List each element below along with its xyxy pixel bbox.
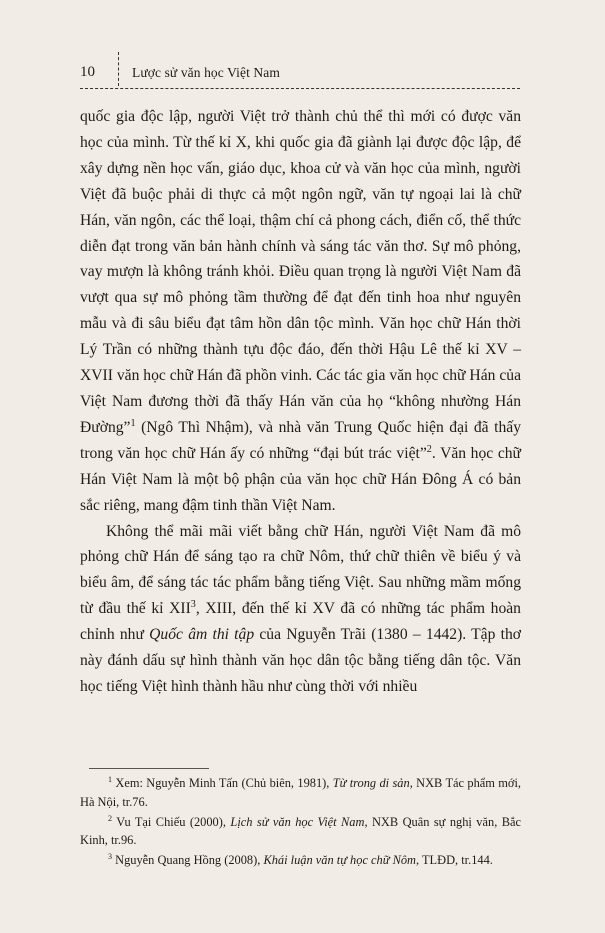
text-run: Vu Tại Chiếu (2000), [112,814,231,829]
text-run: . Văn học chữ Hán Việt Nam là một bộ phận của văn học chữ Hán Đông Á có bản sắc riêng, mang đậm tinh thần Việt Nam. [80,444,522,514]
text-run: , NXB Quân sự nghị văn, Bắc Kinh, tr.96. [80,814,521,848]
paragraph-1 [80,104,521,519]
footnote-rule [89,768,209,769]
text-run: Nguyễn Quang Hồng (2008), [112,853,264,868]
page-header [80,62,530,90]
text-run: (Ngô Thì Nhậm), và nhà văn Trung Quốc hiện đại đã thấy trong văn học chữ Hán ấy có những “đại bút trác việt” [80,418,521,462]
italic-title: Lịch sử văn học Việt Nam [230,814,365,829]
text-run: Không thể mãi mãi viết bằng chữ Hán, người Việt Nam đã mô phỏng chữ Hán để sáng tạo ra chữ Nôm, thứ chữ thiên về biểu ý và biểu âm, để sáng tác tác phẩm bằng tiếng Việt. Sau những mầm mống từ đầu thế kỉ XII [80,522,521,618]
text-run: , TLĐD, tr.144. [416,853,493,868]
footnote-ref: 3 [190,599,196,611]
text-run: Xem: Nguyễn Minh Tấn (Chủ biên, 1981), [112,776,333,790]
footnote [80,813,521,851]
footnote-number: 2 [108,813,113,823]
body-text [80,104,521,700]
italic-title: Quốc âm thi tập [149,626,255,644]
text-run: của Nguyễn Trãi (1380 – 1442). Tập thơ này đánh dấu sự hình thành văn học dân tộc bằng tiếng dân tộc. Văn học tiếng Việt hình thành hầu như cùng thời với nhiều [80,626,521,695]
header-divider [118,52,119,86]
paragraph-2 [80,519,521,700]
italic-title: Từ trong di sản [332,776,410,790]
text-run: , XIII, đến thế kỉ XV đã có những tác phẩm hoàn chỉnh như [80,600,521,644]
footnote-number: 3 [108,852,113,862]
text-run: , NXB Tác phẩm mới, Hà Nội, tr.76. [80,776,521,809]
footnote-number: 1 [108,774,113,784]
footnote [80,851,521,870]
page-number: 10 [80,64,95,80]
footnotes [80,774,521,871]
header-rule [80,88,520,89]
running-title: Lược sử văn học Việt Nam [132,65,280,80]
text-run: quốc gia độc lập, người Việt trở thành chủ thể thì mới có được văn học của mình. Từ thế kỉ X, khi quốc gia đã giành lại được độc lập, để xây dựng nền học vấn, giáo dục, khoa cử và văn học của mình, người Việt đã buộc phải di thực cả một ngôn ngữ, văn tự ngoại lai là chữ Hán, văn ngôn, các thể loại, thậm chí cả phong cách, điển cố, thể thức diễn đạt trong văn bản hành chính và sáng tác văn thơ. Sự mô phỏng, vay mượn là không tránh khỏi. Điều quan trọng là người Việt Nam đã vượt qua sự mô phỏng tầm thường để đạt đến tinh hoa như nguyên mẫu và đi sâu biểu đạt tâm hồn dân tộc mình. Văn học chữ Hán thời Lý Trần có những thành tựu độc đáo, đến thời Hậu Lê thế kỉ XV – XVII văn học chữ Hán đã phồn vinh. Các tác gia văn học chữ Hán của Việt Nam đương thời đã thấy Hán văn của họ “không nhường Hán Đường” [80,108,521,436]
footnote-ref: 2 [426,443,432,455]
footnote-ref: 1 [130,417,136,429]
italic-title: Khái luận văn tự học chữ Nôm [263,853,417,868]
footnote [80,774,521,812]
